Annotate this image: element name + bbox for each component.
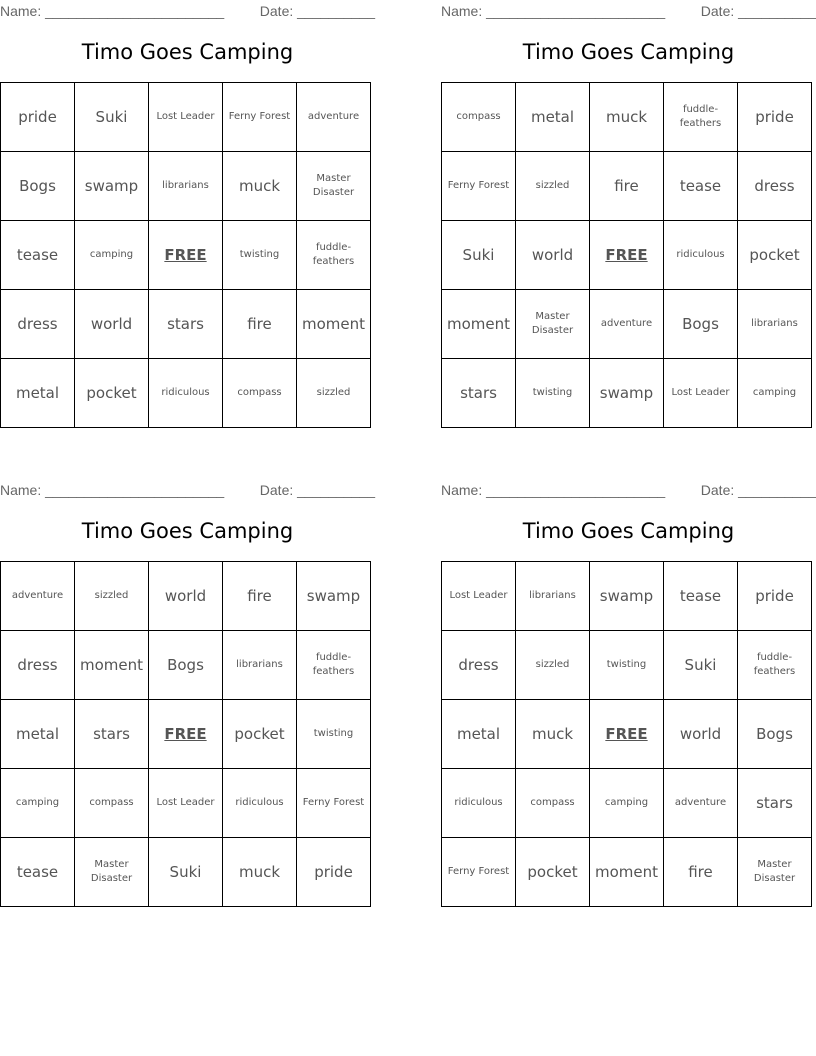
- bingo-cell: ridiculous: [149, 359, 223, 428]
- bingo-cell: Lost Leader: [149, 83, 223, 152]
- name-field: Name: _______________________: [0, 3, 225, 19]
- bingo-cell: fuddle-feathers: [297, 221, 371, 290]
- bingo-cell: ridiculous: [223, 769, 297, 838]
- bingo-cell: tease: [1, 221, 75, 290]
- bingo-cell: muck: [590, 83, 664, 152]
- bingo-cell: fire: [664, 838, 738, 907]
- bingo-cell: pride: [738, 83, 812, 152]
- grid-row: [1, 700, 371, 769]
- bingo-cell: Ferny Forest: [442, 152, 516, 221]
- bingo-cell: fuddle-feathers: [297, 631, 371, 700]
- bingo-cell: Ferny Forest: [442, 838, 516, 907]
- grid-row: [1, 631, 371, 700]
- bingo-cell: adventure: [1, 562, 75, 631]
- bingo-cell: sizzled: [516, 631, 590, 700]
- bingo-cell: camping: [738, 359, 812, 428]
- bingo-cell: compass: [516, 769, 590, 838]
- bingo-cell: librarians: [149, 152, 223, 221]
- bingo-cell: Ferny Forest: [223, 83, 297, 152]
- bingo-cell: metal: [1, 700, 75, 769]
- bingo-cell: Suki: [149, 838, 223, 907]
- grid-row: [442, 359, 812, 428]
- bingo-cell: pocket: [516, 838, 590, 907]
- bingo-cell: ridiculous: [442, 769, 516, 838]
- bingo-cell: Master Disaster: [75, 838, 149, 907]
- bingo-cell: dress: [1, 290, 75, 359]
- card-header: [0, 479, 375, 501]
- bingo-grid: [0, 82, 371, 428]
- bingo-cell: muck: [223, 838, 297, 907]
- bingo-cell: Ferny Forest: [297, 769, 371, 838]
- bingo-cell: librarians: [738, 290, 812, 359]
- bingo-cell: tease: [1, 838, 75, 907]
- grid-row: [1, 83, 371, 152]
- bingo-cell: compass: [75, 769, 149, 838]
- bingo-cell: Master Disaster: [738, 838, 812, 907]
- bingo-cell: tease: [664, 152, 738, 221]
- bingo-cell: adventure: [297, 83, 371, 152]
- bingo-cell: fuddle-feathers: [664, 83, 738, 152]
- bingo-cell: Bogs: [664, 290, 738, 359]
- bingo-cell: Suki: [442, 221, 516, 290]
- bingo-cell: pride: [1, 83, 75, 152]
- grid-row: [442, 700, 812, 769]
- grid-row: [442, 769, 812, 838]
- grid-row: [442, 83, 812, 152]
- bingo-cell: pocket: [223, 700, 297, 769]
- bingo-cell: librarians: [516, 562, 590, 631]
- bingo-cell: twisting: [516, 359, 590, 428]
- bingo-cell: sizzled: [75, 562, 149, 631]
- bingo-cell: Master Disaster: [297, 152, 371, 221]
- date-field: Date: __________: [259, 3, 375, 19]
- bingo-cell: fire: [223, 562, 297, 631]
- bingo-grid: [441, 561, 812, 907]
- bingo-cell: fuddle-feathers: [738, 631, 812, 700]
- card-title: Timo Goes Camping: [81, 40, 294, 64]
- bingo-grid: [441, 82, 812, 428]
- bingo-cell: dress: [1, 631, 75, 700]
- grid-row: [1, 359, 371, 428]
- bingo-cell: fire: [590, 152, 664, 221]
- free-space: FREE: [590, 221, 664, 290]
- bingo-cell: dress: [738, 152, 812, 221]
- grid-row: [1, 562, 371, 631]
- bingo-cell: stars: [149, 290, 223, 359]
- grid-row: [442, 562, 812, 631]
- bingo-cell: muck: [223, 152, 297, 221]
- bingo-cell: moment: [297, 290, 371, 359]
- card-title: Timo Goes Camping: [81, 519, 294, 543]
- bingo-cell: Bogs: [1, 152, 75, 221]
- grid-row: [442, 631, 812, 700]
- card-header: [441, 0, 816, 22]
- bingo-cell: camping: [1, 769, 75, 838]
- bingo-cell: stars: [738, 769, 812, 838]
- name-field: Name: _______________________: [441, 3, 666, 19]
- free-space: FREE: [149, 221, 223, 290]
- bingo-cell: pride: [297, 838, 371, 907]
- bingo-cell: swamp: [297, 562, 371, 631]
- grid-row: [442, 221, 812, 290]
- bingo-cell: world: [75, 290, 149, 359]
- bingo-cell: moment: [590, 838, 664, 907]
- bingo-cell: stars: [75, 700, 149, 769]
- free-space: FREE: [149, 700, 223, 769]
- bingo-cell: Bogs: [149, 631, 223, 700]
- grid-row: [1, 152, 371, 221]
- bingo-cell: metal: [1, 359, 75, 428]
- bingo-cell: moment: [442, 290, 516, 359]
- grid-row: [442, 838, 812, 907]
- bingo-cell: muck: [516, 700, 590, 769]
- date-field: Date: __________: [700, 3, 816, 19]
- bingo-cell: swamp: [75, 152, 149, 221]
- bingo-cell: twisting: [297, 700, 371, 769]
- bingo-cell: Master Disaster: [516, 290, 590, 359]
- grid-row: [442, 152, 812, 221]
- bingo-cell: swamp: [590, 562, 664, 631]
- bingo-cell: Suki: [75, 83, 149, 152]
- card-title: Timo Goes Camping: [522, 40, 735, 64]
- bingo-cell: twisting: [590, 631, 664, 700]
- bingo-cell: sizzled: [516, 152, 590, 221]
- bingo-cell: swamp: [590, 359, 664, 428]
- bingo-cell: compass: [442, 83, 516, 152]
- bingo-cell: Lost Leader: [149, 769, 223, 838]
- bingo-cell: adventure: [664, 769, 738, 838]
- bingo-cell: fire: [223, 290, 297, 359]
- card-title: Timo Goes Camping: [522, 519, 735, 543]
- bingo-cell: tease: [664, 562, 738, 631]
- bingo-cell: camping: [590, 769, 664, 838]
- bingo-cell: world: [149, 562, 223, 631]
- grid-row: [1, 838, 371, 907]
- bingo-cell: Suki: [664, 631, 738, 700]
- free-space: FREE: [590, 700, 664, 769]
- grid-row: [1, 221, 371, 290]
- grid-row: [1, 769, 371, 838]
- date-field: Date: __________: [259, 482, 375, 498]
- bingo-cell: camping: [75, 221, 149, 290]
- date-field: Date: __________: [700, 482, 816, 498]
- grid-row: [442, 290, 812, 359]
- bingo-cell: dress: [442, 631, 516, 700]
- card-header: [441, 479, 816, 501]
- bingo-cell: sizzled: [297, 359, 371, 428]
- bingo-cell: Lost Leader: [664, 359, 738, 428]
- name-field: Name: _______________________: [0, 482, 225, 498]
- bingo-cell: stars: [442, 359, 516, 428]
- bingo-cell: world: [516, 221, 590, 290]
- bingo-cell: metal: [516, 83, 590, 152]
- bingo-grid: [0, 561, 371, 907]
- bingo-cell: pride: [738, 562, 812, 631]
- bingo-cell: ridiculous: [664, 221, 738, 290]
- bingo-cell: pocket: [738, 221, 812, 290]
- bingo-cell: metal: [442, 700, 516, 769]
- card-header: [0, 0, 375, 22]
- bingo-cell: world: [664, 700, 738, 769]
- grid-row: [1, 290, 371, 359]
- bingo-cell: Lost Leader: [442, 562, 516, 631]
- bingo-cell: moment: [75, 631, 149, 700]
- bingo-cell: adventure: [590, 290, 664, 359]
- bingo-cell: Bogs: [738, 700, 812, 769]
- bingo-cell: librarians: [223, 631, 297, 700]
- bingo-cell: pocket: [75, 359, 149, 428]
- bingo-cell: compass: [223, 359, 297, 428]
- bingo-cell: twisting: [223, 221, 297, 290]
- name-field: Name: _______________________: [441, 482, 666, 498]
